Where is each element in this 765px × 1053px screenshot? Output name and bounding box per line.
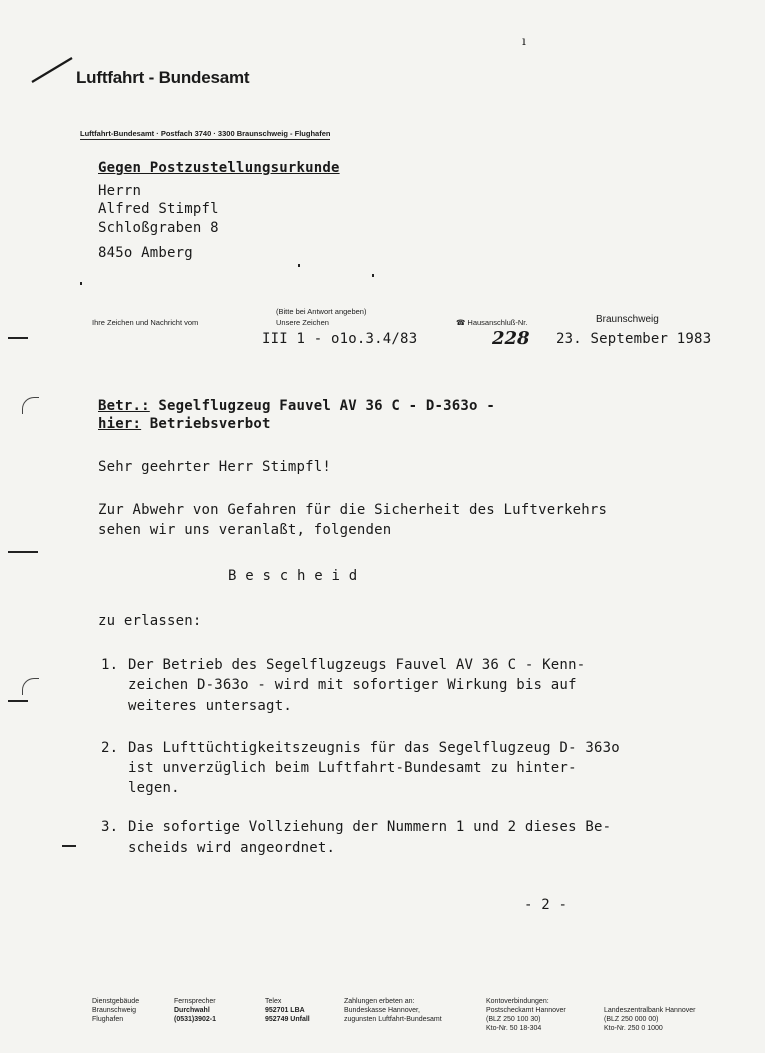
- recipient-salutation: Herrn: [98, 183, 142, 199]
- footer-text: Kto-Nr. 50 18-304: [486, 1025, 542, 1032]
- footer-text: Postscheckamt Hannover: [486, 1007, 566, 1014]
- your-ref-label: Ihre Zeichen und Nachricht vom: [92, 318, 199, 327]
- footer-telex: [265, 997, 310, 1024]
- footer-text: 952749 Unfall: [265, 1016, 310, 1023]
- item-3-line-1: Die sofortige Vollziehung der Nummern 1 und 2 dieses Be-: [128, 819, 612, 835]
- logo-slash-mark: [30, 56, 74, 84]
- subject-label: Betr.:: [98, 398, 150, 414]
- footer-text: Dienstgebäude: [92, 998, 140, 1005]
- footer-text: (0531)3902-1: [174, 1016, 217, 1023]
- footer-phone: [174, 997, 216, 1024]
- punch-hole-mark: [22, 397, 39, 414]
- margin-fold-mark: [8, 551, 38, 553]
- date: 23. September 1983: [556, 331, 712, 347]
- extension-value: 228: [492, 328, 530, 349]
- footer-text: Fernsprecher: [174, 998, 216, 1005]
- footer-text: zugunsten Luftfahrt-Bundesamt: [344, 1016, 442, 1023]
- footer-text: Kto-Nr. 250 0 1000: [604, 1025, 663, 1032]
- footer-building: [92, 997, 139, 1024]
- item-1-line-2: zeichen D-363o - wird mit sofortiger Wirkung bis auf: [128, 677, 577, 693]
- page-indicator: - 2 -: [524, 897, 568, 913]
- item-1-line-1: Der Betrieb des Segelflugzeugs Fauvel AV 36 C - Kenn-: [128, 657, 586, 673]
- item-number: 2.: [101, 740, 119, 756]
- intro-line-2: sehen wir uns veranlaßt, folgenden: [98, 522, 392, 538]
- greeting: Sehr geehrter Herr Stimpfl!: [98, 459, 331, 475]
- subject-text: Segelflugzeug Fauvel AV 36 C - D-363o -: [158, 398, 495, 414]
- subject-here-line: [98, 416, 271, 432]
- footer-text: Landeszentralbank Hannover: [604, 1007, 696, 1014]
- our-ref-value: III 1 - o1o.3.4/83: [262, 331, 418, 347]
- margin-mark: [62, 845, 76, 847]
- recipient-street: Schloßgraben 8: [98, 220, 219, 236]
- item-number: 1.: [101, 657, 119, 673]
- subject-here-text: Betriebsverbot: [149, 416, 271, 432]
- footer-text: Braunschweig: [92, 1007, 136, 1014]
- footer-payments: [344, 997, 442, 1024]
- fold-dot: [372, 274, 374, 277]
- our-ref-note: (Bitte bei Antwort angeben): [276, 307, 367, 316]
- fold-dot: [80, 282, 82, 285]
- item-1-line-3: weiteres untersagt.: [128, 698, 292, 714]
- footer-text: 952701 LBA: [265, 1007, 305, 1014]
- item-3-line-2: scheids wird angeordnet.: [128, 840, 336, 856]
- item-2-line-1: Das Lufttüchtigkeitszeugnis für das Segelflugzeug D- 363o: [128, 740, 620, 756]
- footer-text: Kontoverbindungen:: [486, 998, 549, 1005]
- margin-fold-mark: [8, 700, 28, 702]
- punch-hole-mark: [22, 678, 39, 695]
- subject-line: [98, 398, 495, 414]
- footer-text: Durchwahl: [174, 1007, 210, 1014]
- to-issue: zu erlassen:: [98, 613, 202, 629]
- org-name: Luftfahrt - Bundesamt: [76, 68, 250, 87]
- footer-accounts: [486, 997, 566, 1033]
- item-2-line-3: legen.: [128, 780, 180, 796]
- intro-line-1: Zur Abwehr von Gefahren für die Sicherheit des Luftverkehrs: [98, 502, 608, 518]
- footer-text: (BLZ 250 100 30): [486, 1016, 541, 1023]
- decision-heading: B e s c h e i d: [228, 568, 358, 584]
- subject-here-label: hier:: [98, 416, 142, 432]
- recipient-name: Alfred Stimpfl: [98, 201, 219, 217]
- sender-address: Luftfahrt-Bundesamt · Postfach 3740 · 3300 Braunschweig - Flughafen: [80, 129, 331, 138]
- footer-text: Flughafen: [92, 1016, 124, 1023]
- punch-mark: ı: [522, 34, 526, 48]
- our-ref-label: Unsere Zeichen: [276, 318, 329, 327]
- item-2-line-2: ist unverzüglich beim Luftfahrt-Bundesamt zu hinter-: [128, 760, 577, 776]
- delivery-note: Gegen Postzustellungsurkunde: [98, 160, 340, 176]
- footer-state-bank: [604, 1006, 695, 1033]
- recipient-city: 845o Amberg: [98, 245, 193, 261]
- footer-text: Telex: [265, 998, 282, 1005]
- extension-label: ☎ Hausanschluß-Nr.: [456, 318, 528, 327]
- fold-dot: [298, 264, 300, 267]
- footer-text: (BLZ 250 000 00): [604, 1016, 659, 1023]
- margin-fold-mark: [8, 337, 28, 339]
- footer-text: Zahlungen erbeten an:: [344, 998, 415, 1005]
- place: Braunschweig: [596, 314, 659, 325]
- item-number: 3.: [101, 819, 119, 835]
- footer-text: Bundeskasse Hannover,: [344, 1007, 420, 1014]
